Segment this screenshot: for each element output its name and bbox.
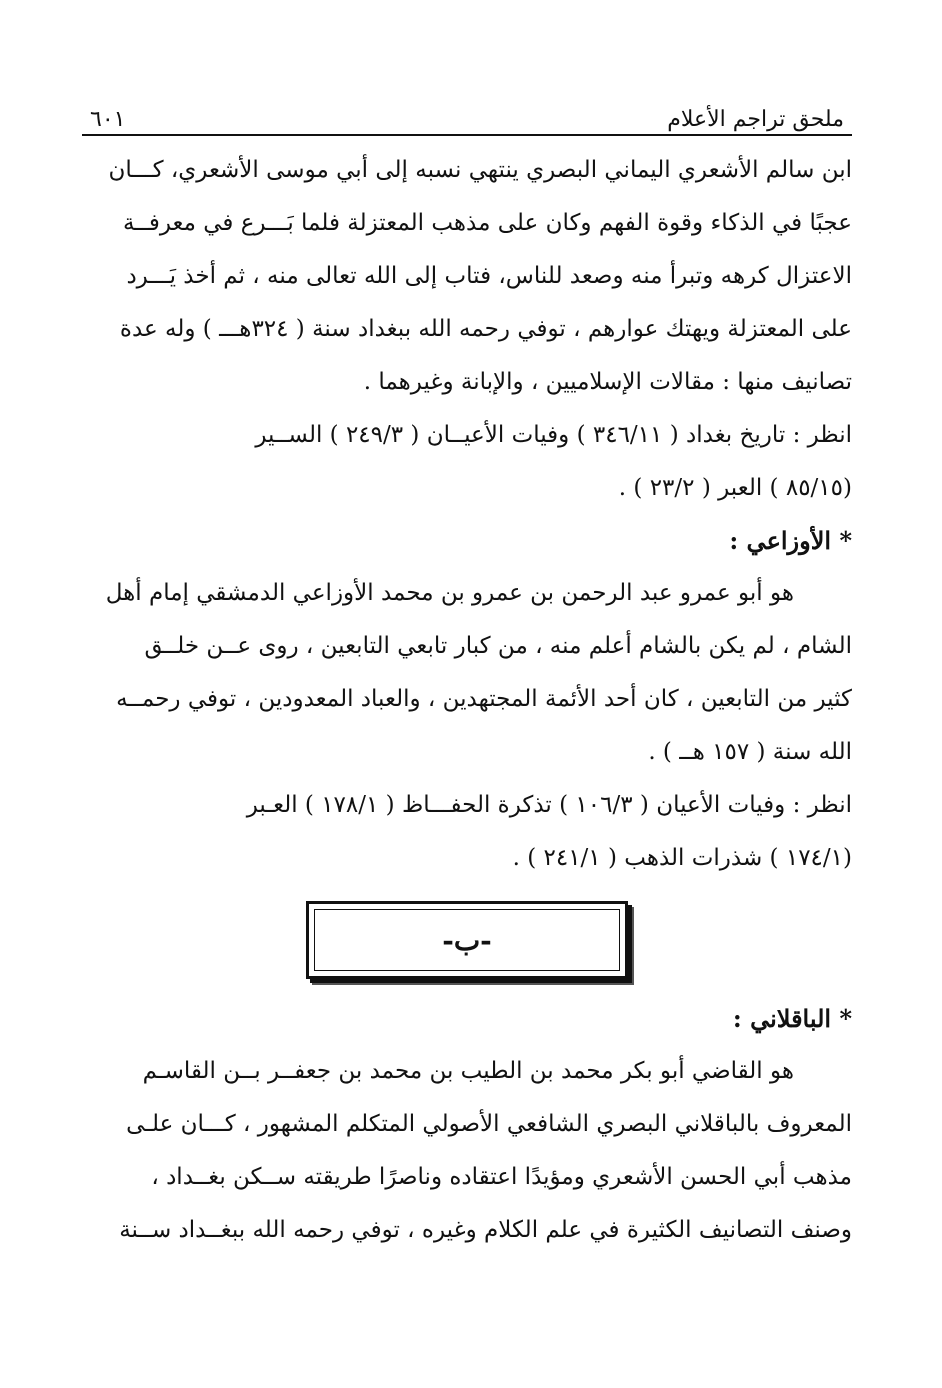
page-content (82, 144, 852, 1257)
section-letter-box (306, 901, 628, 979)
ashari-line: ابن سالم الأشعري اليماني البصري ينتهي نسبه إلى أبي موسى الأشعري، كـــان (108, 157, 852, 183)
awzai-ref-line: انظر : وفيات الأعيان ( ١٠٦/٣ ) تذكرة الحفـــاظ ( ١٧٨/١ ) العـبر (246, 792, 852, 818)
baqillani-line: هو القاضي أبو بكر محمد بن الطيب بن محمد بن جعفــر بــن القاسـم (142, 1058, 794, 1084)
ashari-line: على المعتزلة ويهتك عوارهم ، توفي رحمه الله ببغداد سنة ( ٣٢٤هـــ ) وله عدة (119, 316, 852, 342)
baqillani-line: مذهب أبي الحسن الأشعري ومؤيدًا اعتقاده وناصرًا طريقته ســكن بغــداد ، (151, 1164, 852, 1190)
section-box-wrapper (82, 901, 852, 979)
running-header (82, 94, 852, 136)
ashari-ref-line: انظر : تاريخ بغداد ( ٣٤٦/١١ ) وفيات الأعيــان ( ٢٤٩/٣ ) الســير (255, 422, 852, 448)
header-title: ملحق تراجم الأعلام (667, 107, 844, 132)
awzai-line: الشام ، لم يكن بالشام أعلم منه ، من كبار تابعي التابعين ، روى عــن خلــق (144, 633, 852, 659)
ashari-line: تصانيف منها : مقالات الإسلاميين ، والإبانة وغيرهما . (363, 369, 852, 395)
awzai-ref-line: (١٧٤/١ ) شذرات الذهب ( ٢٤١/١ ) . (512, 845, 852, 871)
ashari-line: عجبًا في الذكاء وقوة الفهم وكان على مذهب المعتزلة فلما بَـــرع في معرفــة (123, 210, 852, 236)
awzai-line: هو أبو عمرو عبد الرحمن بن عمرو بن محمد الأوزاعي الدمشقي إمام أهل (105, 580, 794, 606)
awzai-heading: * الأوزاعي : (729, 526, 852, 555)
baqillani-line: وصنف التصانيف الكثيرة في علم الكلام وغيره ، توفي رحمه الله ببغــداد ســنة (119, 1217, 852, 1243)
baqillani-line: المعروف بالباقلاني البصري الشافعي الأصولي المتكلم المشهور ، كـــان علـى (126, 1111, 852, 1137)
ashari-line: الاعتزال كرهه وتبرأ منه وصعد للناس، فتاب إلى الله تعالى منه ، ثم أخذ يَـــرد (126, 263, 852, 289)
baqillani-heading: * الباقلاني : (732, 1004, 852, 1033)
awzai-line: كثير من التابعين ، كان أحد الأئمة المجتهدين ، والعباد المعدودين ، توفي رحمــه (116, 686, 852, 712)
page (82, 94, 852, 1257)
section-letter: -ب- (442, 923, 492, 957)
page-number: ٦٠١ (90, 107, 126, 132)
awzai-line: الله سنة ( ١٥٧ هــ ) . (648, 739, 852, 765)
ashari-ref-line: (٨٥/١٥ ) العبر ( ٢٣/٢ ) . (618, 475, 852, 501)
